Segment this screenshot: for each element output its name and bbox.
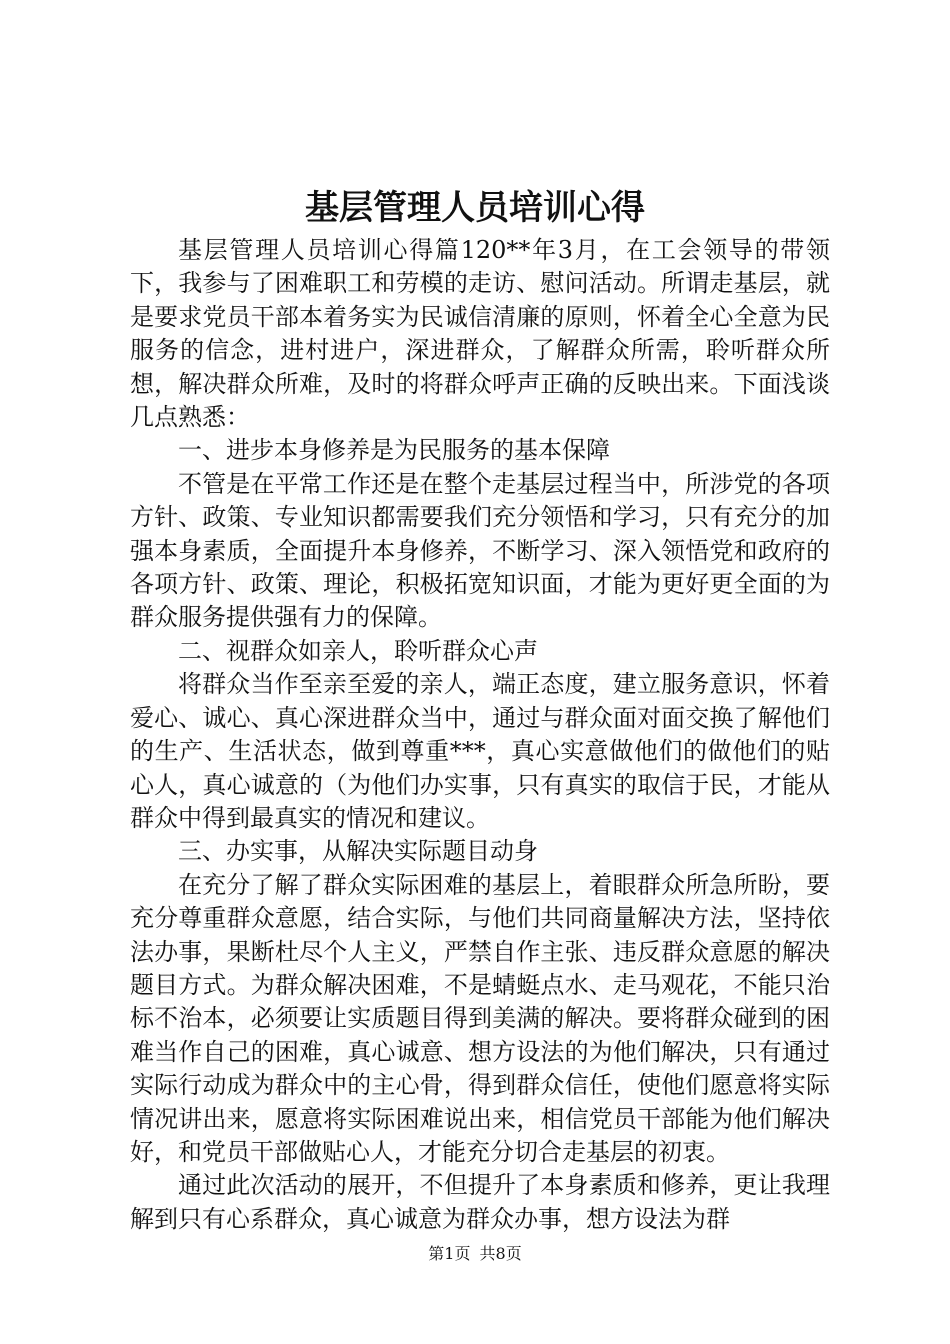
page-number: 第1页 xyxy=(428,1244,471,1263)
paragraph-section-1: 不管是在平常工作还是在整个走基层过程当中，所涉党的各项方针、政策、专业知识都需要我们充分领悟和学习，只有充分的加强本身素质，全面提升本身修养，不断学习、深入领悟党和政府的各项方针、政策、理论，积极拓宽知识面，才能为更好更全面的为群众服务提供强有力的保障。 xyxy=(130,469,830,632)
paragraph-section-3: 在充分了解了群众实际困难的基层上，着眼群众所急所盼，要充分尊重群众意愿，结合实际，与他们共同商量解决方法，坚持依法办事，果断杜尽个人主义，严禁自作主张、违反群众意愿的解决题目方式。为群众解决困难，不是蜻蜓点水、走马观花，不能只治标不治本，必须要让实质题目得到美满的解决。要将群众碰到的困难当作自己的困难，真心诚意、想方设法的为他们解决，只有通过实际行动成为群众中的主心骨，得到群众信任，使他们愿意将实际情况讲出来，愿意将实际困难说出来，相信党员干部能为他们解决好，和党员干部做贴心人，才能充分切合走基层的初衷。 xyxy=(130,870,830,1166)
page-footer xyxy=(0,1243,950,1265)
section-heading-2: 二、视群众如亲人，聆听群众心声 xyxy=(178,636,538,665)
section-heading-3: 三、办实事，从解决实际题目动身 xyxy=(178,837,538,866)
page-total: 共8页 xyxy=(479,1244,522,1263)
paragraph-section-2: 将群众当作至亲至爱的亲人，端正态度，建立服务意识，怀着爱心、诚心、真心深进群众当中，通过与群众面对面交换了解他们的生产、生活状态，做到尊重***，真心实意做他们的做他们的贴心人，真心诚意的（为他们办实事，只有真实的取信于民，才能从群众中得到最真实的情况和建议。 xyxy=(130,670,830,832)
paragraph-intro: 基层管理人员培训心得篇120**年3月，在工会领导的带领下，我参与了困难职工和劳模的走访、慰问活动。所谓走基层，就是要求党员干部本着务实为民诚信清廉的原则，怀着全心全意为民服务的信念，进村进户，深进群众，了解群众所需，聆听群众所想，解决群众所难，及时的将群众呼声正确的反映出来。下面浅谈几点熟悉： xyxy=(130,236,830,432)
paragraph-conclusion: 通过此次活动的展开，不但提升了本身素质和修养，更让我理解到只有心系群众，真心诚意为群众办事，想方设法为群 xyxy=(130,1171,830,1233)
document-body xyxy=(130,234,830,1236)
document-title: 基层管理人员培训心得 xyxy=(305,188,645,228)
section-heading-1: 一、进步本身修养是为民服务的基本保障 xyxy=(178,436,610,465)
